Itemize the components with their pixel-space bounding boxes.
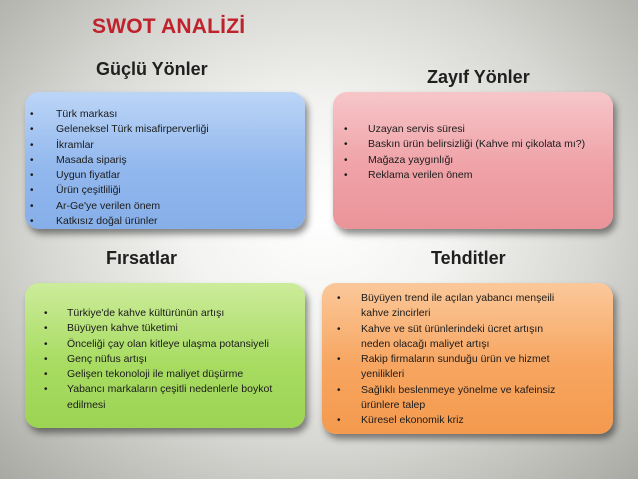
threat-item: [361, 352, 613, 383]
threat-item: [361, 413, 613, 428]
opportunity-item: • Genç nüfus artışı: [67, 352, 305, 367]
weakness-item: • Mağaza yaygınlığı: [368, 153, 613, 168]
strength-item: • Geleneksel Türk misafirperverliği: [56, 122, 305, 137]
strength-item: • Katkısız doğal ürünler: [56, 214, 305, 229]
threats-list: [322, 283, 613, 429]
weakness-item: • Uzayan servis süresi: [368, 122, 613, 137]
threat-item-line: Kahve ve süt ürünlerindeki ücret artışın: [361, 322, 544, 335]
weaknesses-list: [333, 92, 613, 183]
strength-item: • İkramlar: [56, 138, 305, 153]
strengths-list: [25, 92, 305, 229]
threats-heading: Tehditler: [431, 248, 506, 268]
strengths-heading: Güçlü Yönler: [96, 59, 208, 79]
threat-item: [361, 322, 613, 353]
opportunity-item-continuation: edilmesi: [67, 398, 106, 411]
opportunity-item: • Önceliği çay olan kitleye ulaşma potansiyeli: [67, 337, 305, 352]
strength-item: • Masada sipariş: [56, 153, 305, 168]
opportunity-item: • Yabancı markaların çeşitli nedenlerle boykot: [67, 382, 305, 397]
opportunity-item: • Büyüyen kahve tüketimi: [67, 321, 305, 336]
opportunities-list: [25, 283, 305, 413]
strength-item: • Uygun fiyatlar: [56, 168, 305, 183]
weakness-item: • Reklama verilen önem: [368, 168, 613, 183]
threat-item-line: neden olacağı maliyet artışı: [361, 337, 490, 350]
opportunities-box: [25, 283, 305, 428]
strength-item: • Ürün çeşitliliği: [56, 183, 305, 198]
threat-item-line: kahve zincirleri: [361, 307, 431, 320]
threat-item: [361, 383, 613, 414]
weaknesses-box: [333, 92, 613, 229]
strength-item: • Ar-Ge'ye verilen önem: [56, 199, 305, 214]
threat-item-line: ürünlere talep: [361, 399, 426, 412]
swot-title: SWOT ANALİZİ: [92, 15, 246, 38]
threat-item-line: Büyüyen trend ile açılan yabancı menşeili: [361, 292, 555, 304]
threat-item: [361, 291, 613, 322]
strengths-box: [25, 92, 305, 229]
weaknesses-heading: Zayıf Yönler: [427, 67, 530, 87]
weakness-item: • Baskın ürün belirsizliği (Kahve mi çikolata mı?): [368, 137, 613, 152]
strength-item: • Türk markası: [56, 107, 305, 122]
opportunity-item: • Gelişen tekonoloji ile maliyet düşürme: [67, 367, 305, 382]
threat-item-line: Rakip firmaların sunduğu ürün ve hizmet: [361, 353, 550, 366]
threat-item-line: yenilikleri: [361, 368, 405, 381]
threat-item-line: Küresel ekonomik kriz: [361, 414, 464, 427]
opportunities-heading: Fırsatlar: [106, 248, 178, 268]
threats-box: [322, 283, 613, 434]
opportunity-item: • Türkiye'de kahve kültürünün artışı: [67, 306, 305, 321]
threat-item-line: Sağlıklı beslenmeye yönelme ve kafeinsiz: [361, 383, 556, 396]
